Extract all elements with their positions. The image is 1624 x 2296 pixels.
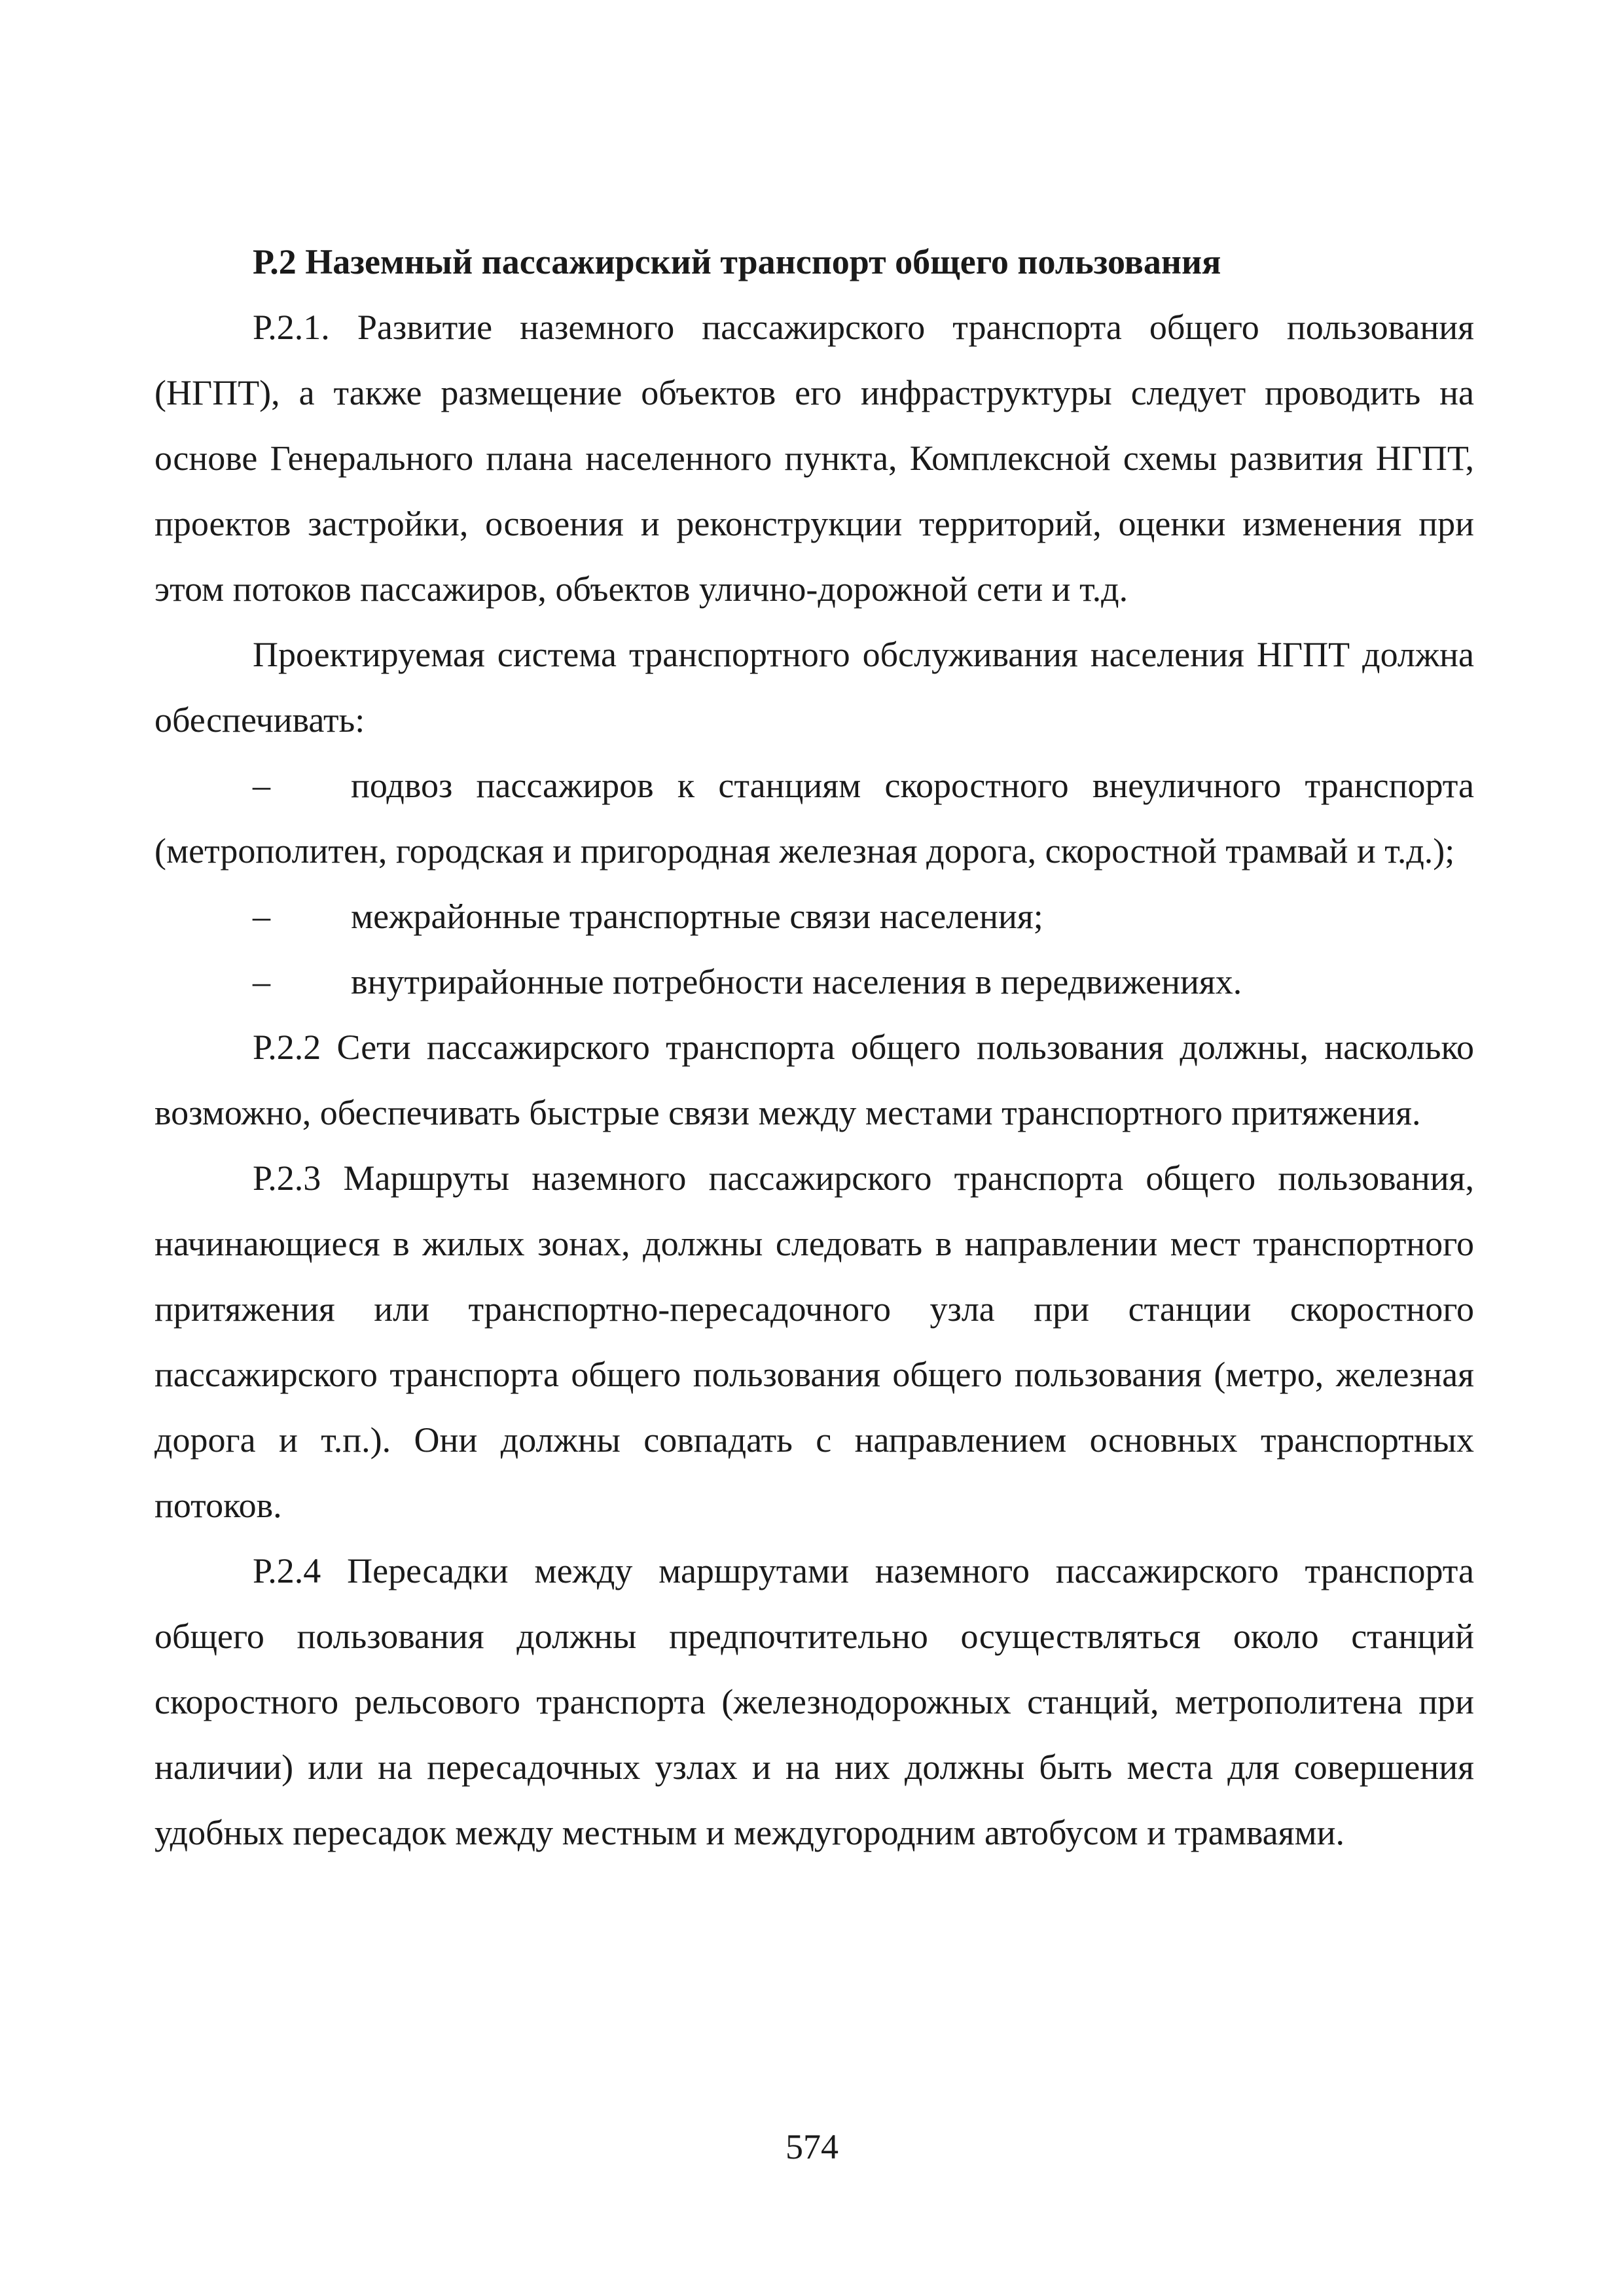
paragraph-p2-2: Р.2.2 Сети пассажирского транспорта общего пользования должны, насколько возможно, обеспечивать быстрые связи между местами транспортного притяжения.: [154, 1028, 1474, 1132]
document-page: [154, 229, 1474, 1865]
bullet-text: подвоз пассажиров к станциям скоростного внеуличного транспорта (метрополитен, городская и пригородная железная дорога, скоростной трамвай и т.д.);: [154, 766, 1474, 870]
bullet-text: межрайонные транспортные связи населения;: [351, 897, 1043, 936]
bullet-dash: –: [253, 897, 270, 936]
paragraph-p2-1: Р.2.1. Развитие наземного пассажирского транспорта общего пользования (НГПТ), а также размещение объектов его инфраструктуры следует проводить на основе Генерального плана населенного пункта, Комплексной схемы развития НГПТ, проектов застройки, освоения и реконструкции территорий, оценки изменения при этом потоков пассажиров, объектов улично-дорожной сети и т.д.: [154, 308, 1474, 609]
bullet-dash: –: [253, 766, 270, 805]
paragraph-p2-4: Р.2.4 Пересадки между маршрутами наземного пассажирского транспорта общего пользования должны предпочтительно осуществляться около станций скоростного рельсового транспорта (железнодорожных станций, метрополитена при наличии) или на пересадочных узлах и на них должны быть места для совершения удобных пересадок между местным и междугородним автобусом и трамваями.: [154, 1551, 1474, 1852]
bullet-dash: –: [253, 962, 270, 1001]
page-number: 574: [785, 2127, 839, 2166]
bullet-item-passenger-delivery: [154, 753, 1474, 884]
bullet-text: внутрирайонные потребности населения в передвижениях.: [351, 962, 1242, 1001]
bullet-item-interdistrict: [154, 884, 1474, 949]
paragraph-p2-3: Р.2.3 Маршруты наземного пассажирского транспорта общего пользования, начинающиеся в жилых зонах, должны следовать в направлении мест транспортного притяжения или транспортно-пересадочного узла при станции скоростного пассажирского транспорта общего пользования общего пользования (метро, железная дорога и т.п.). Они должны совпадать с направлением основных транспортных потоков.: [154, 1158, 1474, 1525]
bullet-item-intradistrict: [154, 949, 1474, 1014]
section-heading: Р.2 Наземный пассажирский транспорт общего пользования: [253, 242, 1221, 281]
paragraph-system-requirements: Проектируемая система транспортного обслуживания населения НГПТ должна обеспечивать:: [154, 635, 1474, 740]
